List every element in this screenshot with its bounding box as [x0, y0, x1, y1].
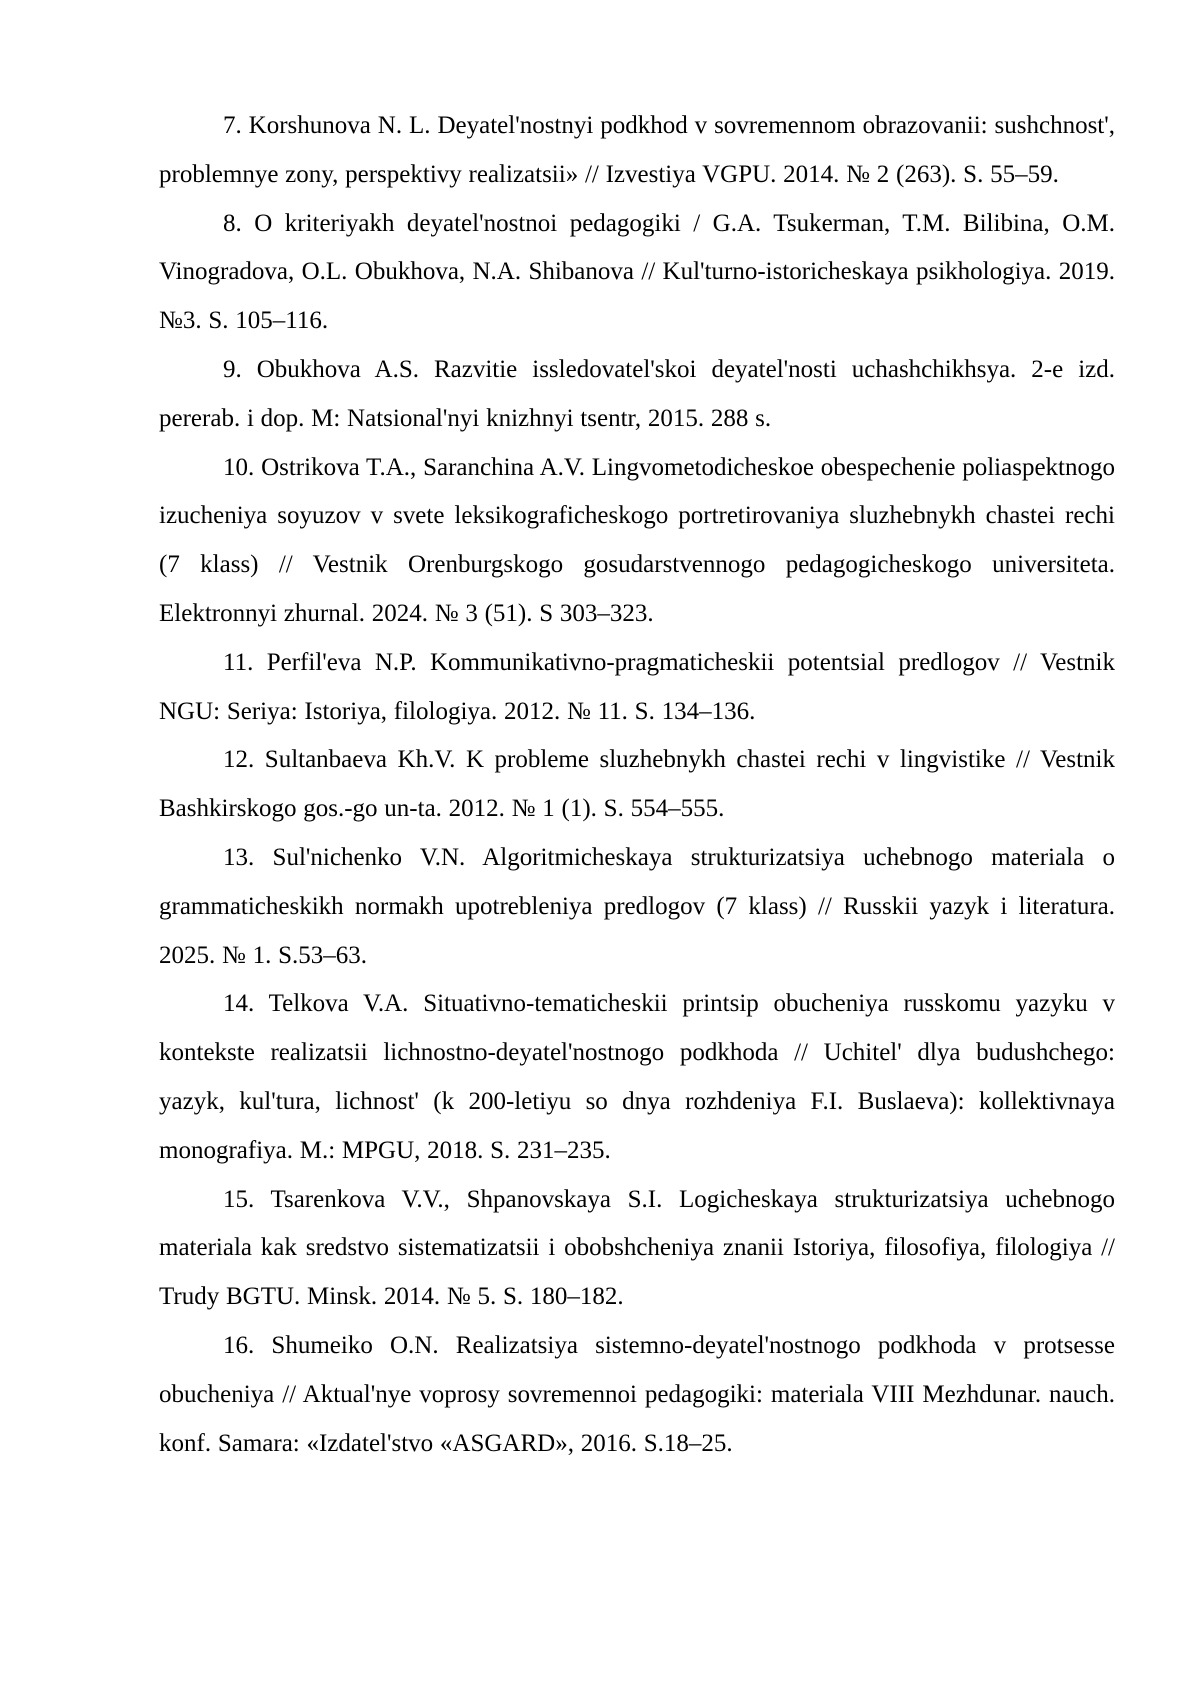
- reference-item: 8. O kriteriyakh deyatel'nostnoi pedagogiki / G.A. Tsukerman, T.M. Bilibina, O.M. Vinogradova, O.L. Obukhova, N.A. Shibanova // Kul'turno-istoricheskaya psikhologiya. 2019. №3. S. 105–116.: [159, 209, 1115, 335]
- reference-item: 12. Sultanbaeva Kh.V. K probleme sluzhebnykh chastei rechi v lingvistike // Vestnik Bashkirskogo gos.-go un-ta. 2012. № 1 (1). S. 554–555.: [159, 746, 1115, 823]
- reference-item: 7. Korshunova N. L. Deyatel'nostnyi podkhod v sovremennom obrazovanii: sushchnost', problemnye zony, perspektivy realizatsii» // Izvestiya VGPU. 2014. № 2 (263). S. 55–59.: [159, 112, 1115, 188]
- reference-item: 9. Obukhova A.S. Razvitie issledovatel'skoi deyatel'nosti uchashchikhsya. 2-e izd. pererab. i dop. M: Natsional'nyi knizhnyi tsentr, 2015. 288 s.: [159, 355, 1115, 432]
- reference-item: 10. Ostrikova T.A., Saranchina A.V. Lingvometodicheskoe obespechenie poliaspektnogo izucheniya soyuzov v svete leksikograficheskogo portretirovaniya sluzhebnykh chastei rechi (7 klass) // Vestnik Orenburgskogo gosudarstvennogo pedagogicheskogo universiteta. Elektronnyi zhurnal. 2024. № 3 (51). S 303–323.: [159, 453, 1115, 627]
- references-list: [159, 102, 1115, 1468]
- reference-item: 11. Perfil'eva N.P. Kommunikativno-pragmaticheskii potentsial predlogov // Vestnik NGU: Seriya: Istoriya, filologiya. 2012. № 11. S. 134–136.: [159, 648, 1115, 725]
- reference-item: 14. Telkova V.A. Situativno-tematicheskii printsip obucheniya russkomu yazyku v kontekste realizatsii lichnostno-deyatel'nostnogo podkhoda // Uchitel' dlya budushchego: yazyk, kul'tura, lichnost' (k 200-letiyu so dnya rozhdeniya F.I. Buslaeva): kollektivnaya monografiya. M.: MPGU, 2018. S. 231–235.: [159, 990, 1115, 1164]
- reference-item: 13. Sul'nichenko V.N. Algoritmicheskaya strukturizatsiya uchebnogo materiala o grammaticheskikh normakh upotrebleniya predlogov (7 klass) // Russkii yazyk i literatura. 2025. № 1. S.53–63.: [159, 843, 1115, 969]
- reference-item: 15. Tsarenkova V.V., Shpanovskaya S.I. Logicheskaya strukturizatsiya uchebnogo materiala kak sredstvo sistematizatsii i obobshcheniya znanii Istoriya, filosofiya, filologiya // Trudy BGTU. Minsk. 2014. № 5. S. 180–182.: [159, 1185, 1115, 1311]
- reference-item: 16. Shumeiko O.N. Realizatsiya sistemno-deyatel'nostnogo podkhoda v protsesse obucheniya // Aktual'nye voprosy sovremennoi pedagogiki: materiala VIII Mezhdunar. nauch. konf. Samara: «Izdatel'stvo «ASGARD», 2016. S.18–25.: [159, 1331, 1115, 1457]
